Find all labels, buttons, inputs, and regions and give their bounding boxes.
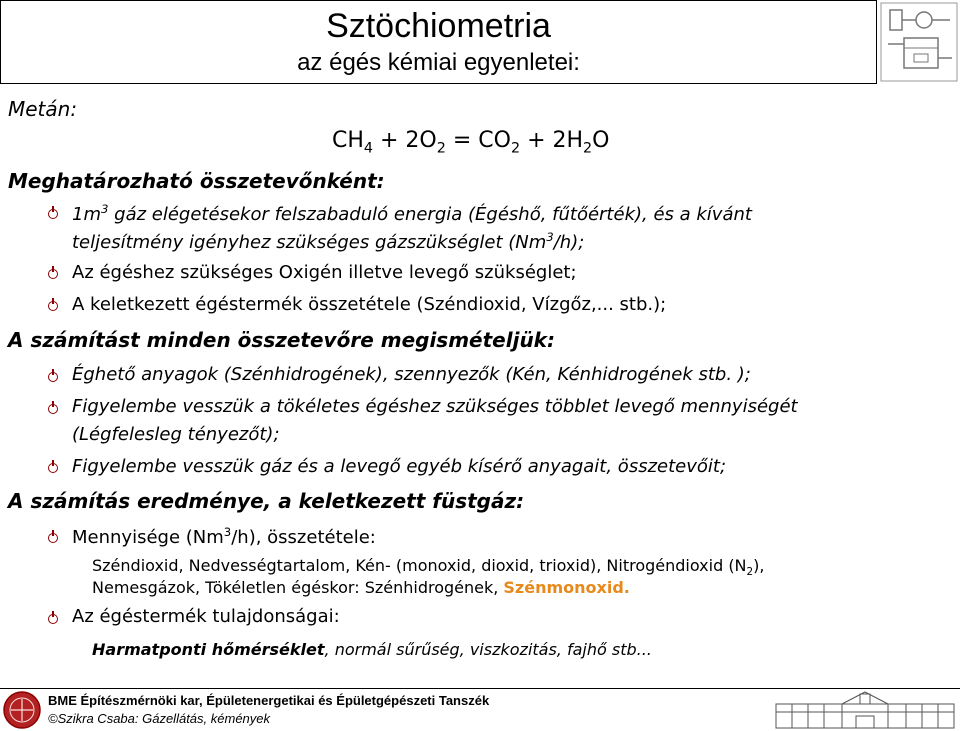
- slide-subtitle: az égés kémiai egyenletei:: [297, 49, 580, 76]
- slide-title: Sztöchiometria: [326, 7, 551, 45]
- text-part: /h), összetétele:: [231, 527, 376, 548]
- footer-institution: BME Építészmérnöki kar, Épületenergetikai és Épületgépészeti Tanszék: [48, 693, 490, 708]
- bullet-properties: Az égéstermék tulajdonságai:: [72, 606, 340, 627]
- bullet-icon: [48, 209, 58, 219]
- text-part: Széndioxid, Nedvességtartalom, Kén- (monoxid, dioxid, trioxid), Nitrogéndioxid (N: [92, 556, 747, 575]
- properties-rest-text: , normál sűrűség, viszkozitás, fajhő stb...: [324, 640, 652, 659]
- text-part: Mennyisége (Nm: [72, 527, 224, 548]
- bullet-excess-air-line2: (Légfelesleg tényezőt);: [72, 424, 280, 445]
- eq-part: = CO: [445, 128, 511, 153]
- text-sup: 3: [546, 230, 554, 244]
- heading-determinable: Meghatározható összetevőnként:: [8, 169, 385, 193]
- bullet-icon: [48, 614, 58, 624]
- gas-meter-logo-icon: [880, 2, 958, 82]
- carbon-monoxide-highlight: Szénmonoxid.: [503, 578, 630, 597]
- title-box: [0, 0, 877, 84]
- bullet-icon: [48, 404, 58, 414]
- composition-detail-line1: [92, 556, 764, 578]
- composition-detail-line2: [92, 578, 630, 597]
- bullet-combustibles: Éghető anyagok (Szénhidrogének), szennyezők (Kén, Kénhidrogének stb. );: [72, 364, 751, 385]
- text-part: 1m: [72, 204, 101, 225]
- bullet-energy-line2: [72, 230, 584, 253]
- eq-part: + 2H: [520, 128, 584, 153]
- eq-part: + 2O: [373, 128, 437, 153]
- university-building-icon: [772, 690, 958, 730]
- bullet-energy-line1: [72, 202, 752, 225]
- text-sub: 2: [746, 566, 754, 579]
- bullet-excess-air-line1: Figyelembe vesszük a tökéletes égéshez szükséges többlet levegő mennyiségét: [72, 396, 798, 417]
- text-part: Nemesgázok, Tökéletlen égéskor: Szénhidrogének,: [92, 578, 504, 597]
- bullet-composition: A keletkezett égéstermék összetétele (Széndioxid, Vízgőz,... stb.);: [72, 294, 667, 315]
- text-part: teljesítmény igényhez szükséges gázszükséglet (Nm: [72, 232, 547, 253]
- text-part: gáz elégetésekor felszabaduló energia (Égéshő, fűtőérték), és a kívánt: [108, 204, 752, 225]
- heading-repeat: A számítást minden összetevőre megismételjük:: [8, 328, 555, 352]
- university-seal-icon: [2, 690, 42, 730]
- eq-sub: 2: [583, 140, 593, 157]
- footer-author: ©Szikra Csaba: Gázellátás, kémények: [48, 711, 271, 726]
- text-part: /h);: [553, 232, 585, 253]
- text-part: ),: [753, 556, 765, 575]
- bullet-icon: [48, 533, 58, 543]
- bullet-icon: [48, 269, 58, 279]
- text-sup: 3: [101, 202, 109, 216]
- bullet-quantity: [72, 525, 376, 548]
- bullet-oxygen: Az égéshez szükséges Oxigén illetve levegő szükséglet;: [72, 262, 577, 283]
- bullet-icon: [48, 301, 58, 311]
- heading-result: A számítás eredménye, a keletkezett füstgáz:: [8, 489, 525, 513]
- eq-part: O: [592, 128, 610, 153]
- text-sup: 3: [223, 525, 232, 539]
- eq-sub: 2: [436, 140, 446, 157]
- eq-part: CH: [332, 128, 364, 153]
- methane-label: Metán:: [8, 97, 78, 121]
- eq-sub: 4: [363, 140, 374, 157]
- chemical-equation: [332, 128, 609, 156]
- bullet-accompanying: Figyelembe vesszük gáz és a levegő egyéb kísérő anyagait, összetevőit;: [72, 456, 727, 477]
- footer-divider: [0, 688, 960, 689]
- dew-point-text: Harmatponti hőmérséklet: [92, 640, 325, 659]
- bullet-icon: [48, 463, 58, 473]
- properties-detail: [92, 640, 652, 659]
- eq-sub: 2: [510, 140, 521, 157]
- bullet-icon: [48, 372, 58, 382]
